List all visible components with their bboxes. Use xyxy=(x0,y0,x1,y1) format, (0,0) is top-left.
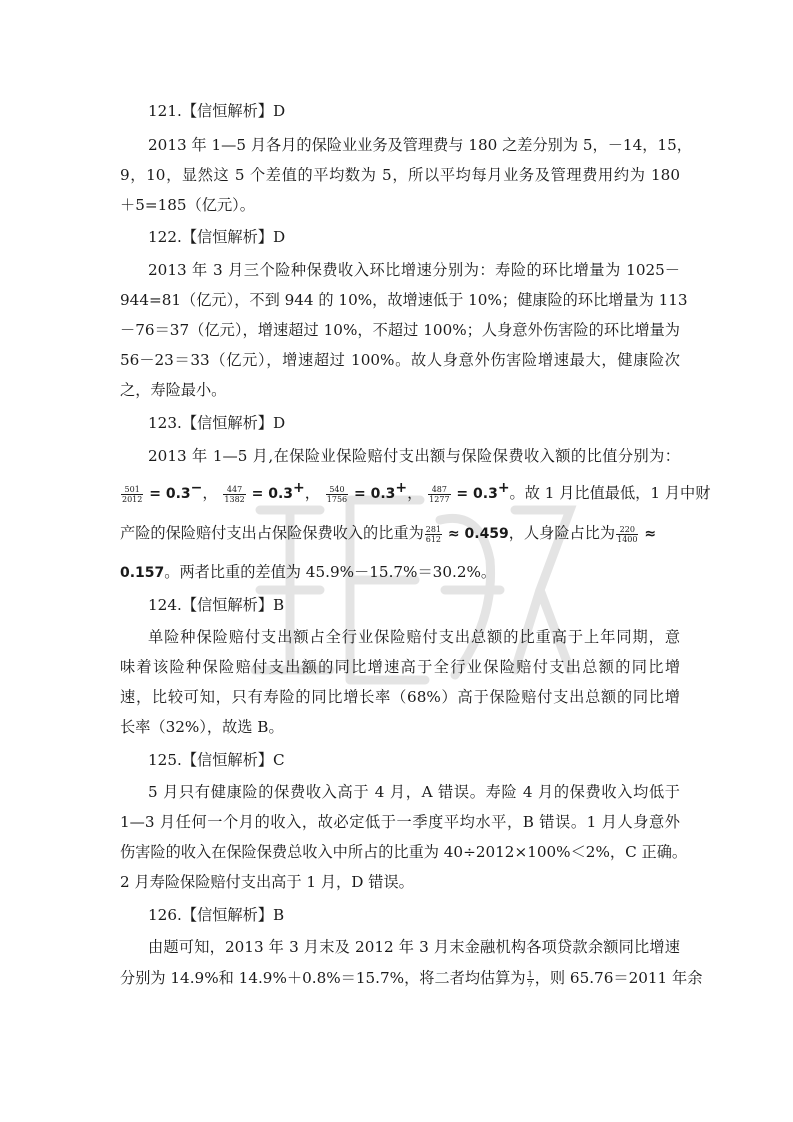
fraction: $\frac{220}{1400}$ xyxy=(617,524,638,544)
paragraph-line: 味着该险种保险赔付支出额的同比增速高于全行业保险赔付支出总额的同比增 xyxy=(120,658,680,676)
fraction: $\frac{501}{2012}$ xyxy=(122,484,143,504)
answer-126-heading: 126.【信恒解析】B xyxy=(148,906,285,924)
paragraph-line: 2013 年 1—5 月,在保险业保险赔付支出额与保险保费收入额的比值分别为： xyxy=(148,447,680,465)
paragraph-line: －76＝37（亿元），增速超过 10%，不超过 100%；人身意外伤害险的环比增量为 xyxy=(120,321,680,339)
paragraph-line: 0.157。两者比重的差值为 45.9%－15.7%＝30.2%。 xyxy=(120,563,497,581)
paragraph-line: 长率（32%），故选 B。 xyxy=(120,718,284,736)
paragraph-line: 56－23＝33（亿元），增速超过 100%。故人身意外伤害险增速最大，健康险次 xyxy=(120,351,680,369)
paragraph-line: 5 月只有健康险的保费收入高于 4 月，A 错误。寿险 4 月的保费收入均低于 xyxy=(148,783,680,801)
paragraph-line: 2013 年 3 月三个险种保费收入环比增速分别为：寿险的环比增量为 1025－ xyxy=(148,261,680,279)
answer-121-heading: 121.【信恒解析】D xyxy=(148,102,286,120)
paragraph-line: 944=81（亿元），不到 944 的 10%，故增速低于 10%；健康险的环比增量为 113 xyxy=(120,291,688,309)
answer-125-heading: 125.【信恒解析】C xyxy=(148,751,285,769)
paragraph-line-fractions: $\frac{501}{2012}$ = 0.3−， $\frac{447}{1382}$ = 0.3+， $\frac{540}{1756}$ = 0.3+， $\frac{487}{1277}$ = 0.3+。故 1 月比值最低，1 月中财 xyxy=(122,479,711,504)
answer-124-heading: 124.【信恒解析】B xyxy=(148,596,285,614)
paragraph-line: 2013 年 1—5 月各月的保险业业务及管理费与 180 之差分别为 5，－14，15， xyxy=(148,136,692,154)
paragraph-line: ＋5=185（亿元）。 xyxy=(120,196,255,214)
paragraph-line: 9，10，显然这 5 个差值的平均数为 5，所以平均每月业务及管理费用约为 180 xyxy=(120,166,680,184)
fraction: $\frac{1}{7}$ xyxy=(527,969,533,989)
answer-122-heading: 122.【信恒解析】D xyxy=(148,228,286,246)
paragraph-line: 1—3 月任何一个月的收入，故必定低于一季度平均水平，B 错误。1 月人身意外 xyxy=(120,813,680,831)
fraction: $\frac{487}{1277}$ xyxy=(429,484,450,504)
paragraph-line-fractions: 分别为 14.9%和 14.9%＋0.8%＝15.7%，将二者均估算为 $\frac{1}{7}$ ，则 65.76＝2011 年余 xyxy=(120,969,703,989)
paragraph-line: 单险种保险赔付支出额占全行业保险赔付支出总额的比重高于上年同期，意 xyxy=(148,628,680,646)
answer-123-heading: 123.【信恒解析】D xyxy=(148,414,286,432)
fraction: $\frac{281}{612}$ xyxy=(425,524,442,544)
paragraph-line: 之，寿险最小。 xyxy=(120,381,227,399)
paragraph-line: 速，比较可知，只有寿险的同比增长率（68%）高于保险赔付支出总额的同比增 xyxy=(120,688,680,706)
fraction: $\frac{540}{1756}$ xyxy=(326,484,348,504)
fraction: $\frac{447}{1382}$ xyxy=(224,484,245,504)
paragraph-line: 2 月寿险保险赔付支出高于 1 月，D 错误。 xyxy=(120,873,414,891)
paragraph-line-fractions: 产险的保险赔付支出占保险保费收入的比重为 $\frac{281}{612}$ ≈ 0.459，人身险占比为 $\frac{220}{1400}$ ≈ xyxy=(120,524,657,544)
paragraph-line: 伤害险的收入在保险保费总收入中所占的比重为 40÷2012×100%＜2%，C 正确。 xyxy=(120,843,688,861)
paragraph-line: 由题可知，2013 年 3 月末及 2012 年 3 月末金融机构各项贷款余额同比增速 xyxy=(148,938,680,956)
